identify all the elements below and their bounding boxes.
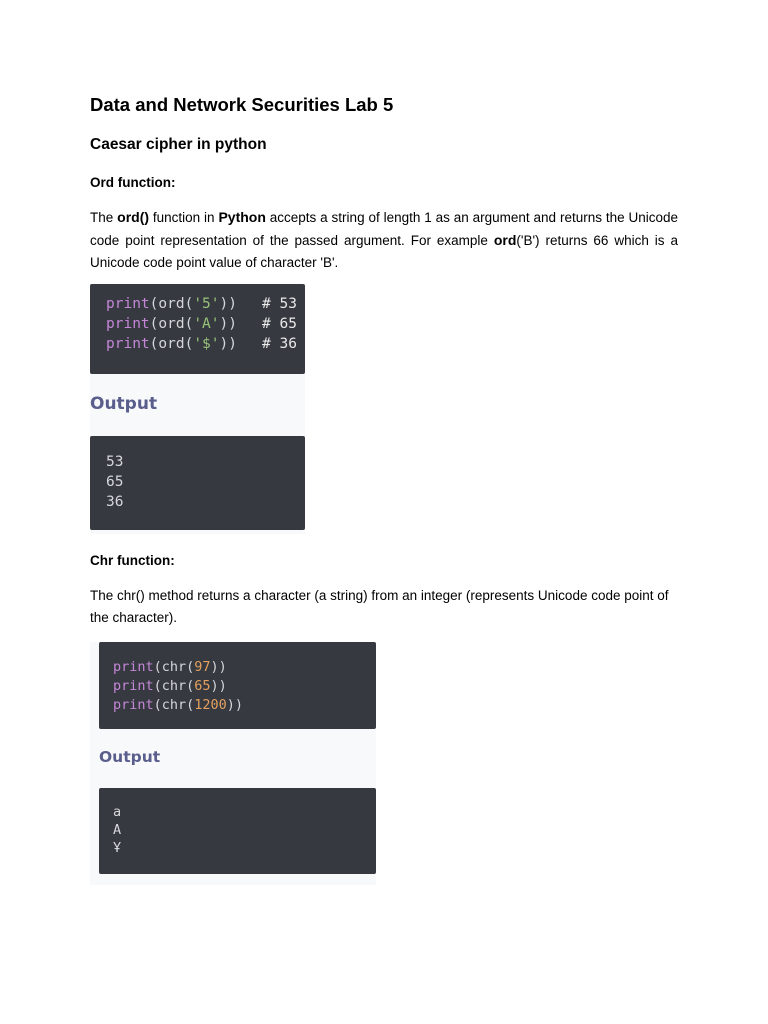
document-subtitle: Caesar cipher in python bbox=[90, 136, 267, 153]
ord-code-block bbox=[90, 284, 305, 374]
code-line: print(ord('A')) bbox=[106, 316, 237, 332]
output-line: 65 bbox=[106, 474, 124, 490]
document-title: Data and Network Securities Lab 5 bbox=[90, 94, 394, 115]
ord-output-label: Output bbox=[90, 394, 158, 414]
chr-heading: Chr function: bbox=[90, 553, 175, 568]
ord-example-screenshot bbox=[90, 284, 305, 534]
chr-output-block bbox=[99, 788, 376, 874]
ord-output-block bbox=[90, 436, 305, 530]
code-line: print(ord('$')) bbox=[106, 336, 237, 352]
output-line: 36 bbox=[106, 494, 124, 510]
code-line: print(ord('5')) bbox=[106, 296, 237, 312]
code-line: print(chr(65)) bbox=[113, 678, 227, 694]
output-line: 53 bbox=[106, 454, 124, 470]
chr-code-block bbox=[99, 642, 376, 729]
code-line: print(chr(97)) bbox=[113, 659, 227, 675]
chr-output-label: Output bbox=[99, 748, 161, 766]
output-line: Ұ bbox=[113, 840, 122, 856]
output-line: a bbox=[113, 804, 122, 820]
ord-heading: Ord function: bbox=[90, 175, 176, 190]
code-comment: # 53 bbox=[262, 296, 297, 312]
chr-example-screenshot bbox=[90, 642, 376, 885]
chr-paragraph: The chr() method returns a character (a string) from an integer (represents Unicode code point of the character). bbox=[90, 588, 669, 625]
code-comment: # 36 bbox=[262, 336, 297, 352]
output-line: A bbox=[113, 822, 122, 838]
code-comment: # 65 bbox=[262, 316, 297, 332]
code-line: print(chr(1200)) bbox=[113, 697, 244, 713]
ord-paragraph: The ord() function in Python accepts a string of length 1 as an argument and returns the Unicode code point representation of the passed argument. For example ord('B') returns 66 which is a Unicode code point value of character 'B'. bbox=[90, 209, 679, 270]
